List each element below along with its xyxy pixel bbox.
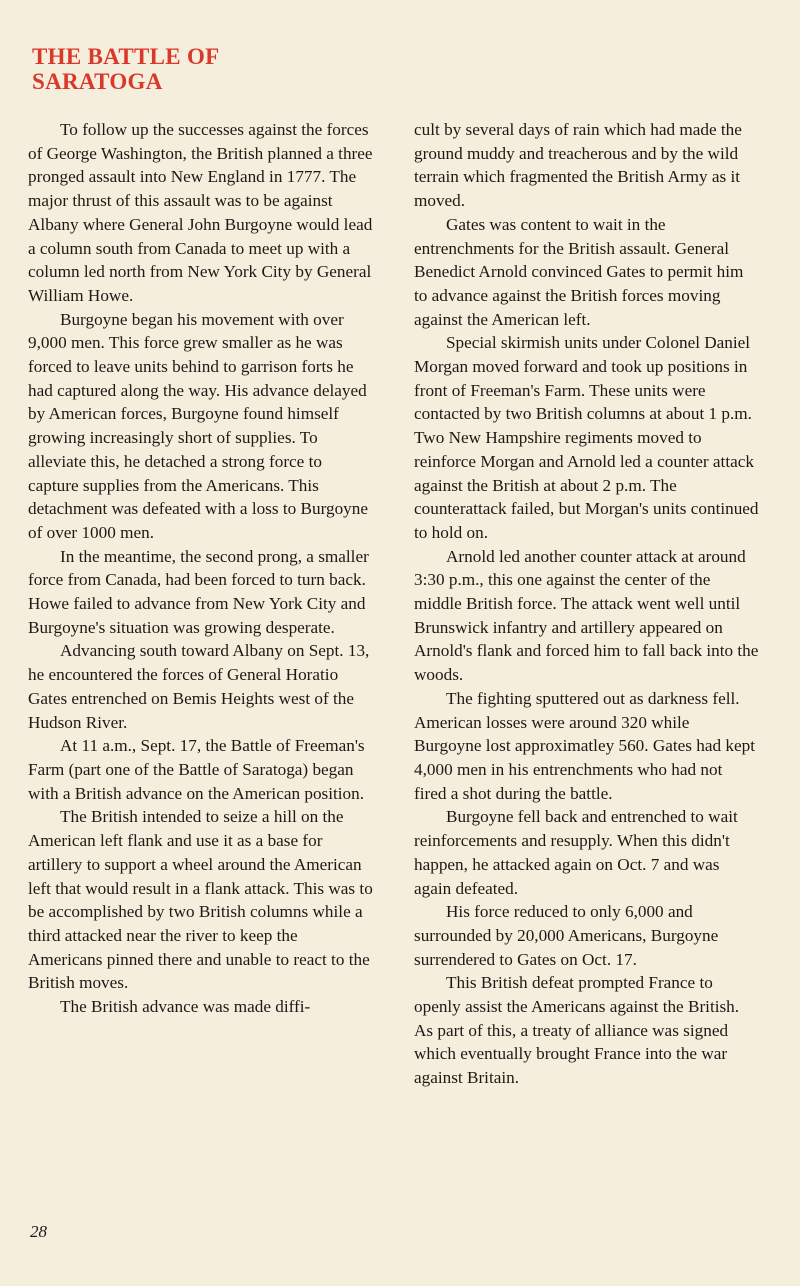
paragraph: To follow up the successes against the forces of George Washington, the British planned a three pronged assault into New England in 1777. The major thrust of this assault was to be against Albany where General John Burgoyne would lead a column south from Canada to meet up with a column led north from New York City by General William Howe. (28, 120, 373, 305)
paragraph: Arnold led another counter attack at around 3:30 p.m., this one against the center of the middle British force. The attack went well until Brunswick infantry and artillery appeared on Arnold's flank and forced him to fall back into the woods. (414, 546, 759, 685)
paragraph: At 11 a.m., Sept. 17, the Battle of Freeman's Farm (part one of the Battle of Saratoga) began with a British advance on the American position. (28, 736, 365, 803)
right-column (414, 118, 759, 1090)
paragraph: Gates was content to wait in the entrenchments for the British assault. General Benedict Arnold convinced Gates to permit him to advance against the British forces moving against the American left. (414, 214, 744, 329)
paragraph: The fighting sputtered out as darkness fell. American losses were around 320 while Burgoyne lost approximatley 560. Gates had kept 4,000 men in his entrenchments who had not fired a shot during the battle. (414, 688, 755, 803)
paragraph: The British intended to seize a hill on the American left flank and use it as a base for artillery to support a wheel around the American left that would result in a flank attack. This was to be accomplished by two British columns while a third attacked near the river to keep the Americans pinned there and unable to react to the British moves. (28, 807, 373, 993)
title-line-1: THE BATTLE OF (32, 44, 220, 69)
paragraph: Burgoyne fell back and entrenched to wait reinforcements and resupply. When this didn't happen, he attacked again on Oct. 7 and was again defeated. (414, 807, 738, 898)
paragraph: Advancing south toward Albany on Sept. 13, he encountered the forces of General Horatio Gates entrenched on Bemis Heights west of the Hudson River. (28, 641, 370, 732)
paragraph: Special skirmish units under Colonel Daniel Morgan moved forward and took up positions in front of Freeman's Farm. These units were contacted by two British columns at about 1 p.m. Two New Hampshire regiments moved to reinforce Morgan and Arnold led a counter attack against the British at about 2 p.m. The counterattack failed, but Morgan's units continued to hold on. (414, 333, 759, 542)
paragraph: This British defeat prompted France to openly assist the Americans against the British. As part of this, a treaty of alliance was signed which eventually brought France into the war against Britain. (414, 973, 740, 1088)
paragraph: His force reduced to only 6,000 and surrounded by 20,000 Americans, Burgoyne surrendered to Gates on Oct. 17. (414, 902, 719, 969)
paragraph: The British advance was made diffi- (60, 997, 311, 1017)
paragraph: Burgoyne began his movement with over 9,000 men. This force grew smaller as he was forced to leave units behind to garrison forts he had captured along the way. His advance delayed by American forces, Burgoyne found himself growing increasingly short of supplies. To alleviate this, he detached a strong force to capture supplies from the Americans. This detachment was defeated with a loss to Burgoyne of over 1000 men. (28, 309, 368, 542)
paragraph-continued: cult by several days of rain which had made the ground muddy and treacherous and by the wild terrain which fragmented the British Army as it moved. (414, 120, 742, 211)
page-number: 28 (30, 1222, 47, 1241)
title-line-2: SARATOGA (32, 69, 163, 94)
page-title (32, 44, 220, 94)
left-column (28, 118, 373, 1019)
paragraph: In the meantime, the second prong, a smaller force from Canada, had been forced to turn back. Howe failed to advance from New York City and Burgoyne's situation was growing desperate. (28, 546, 369, 637)
